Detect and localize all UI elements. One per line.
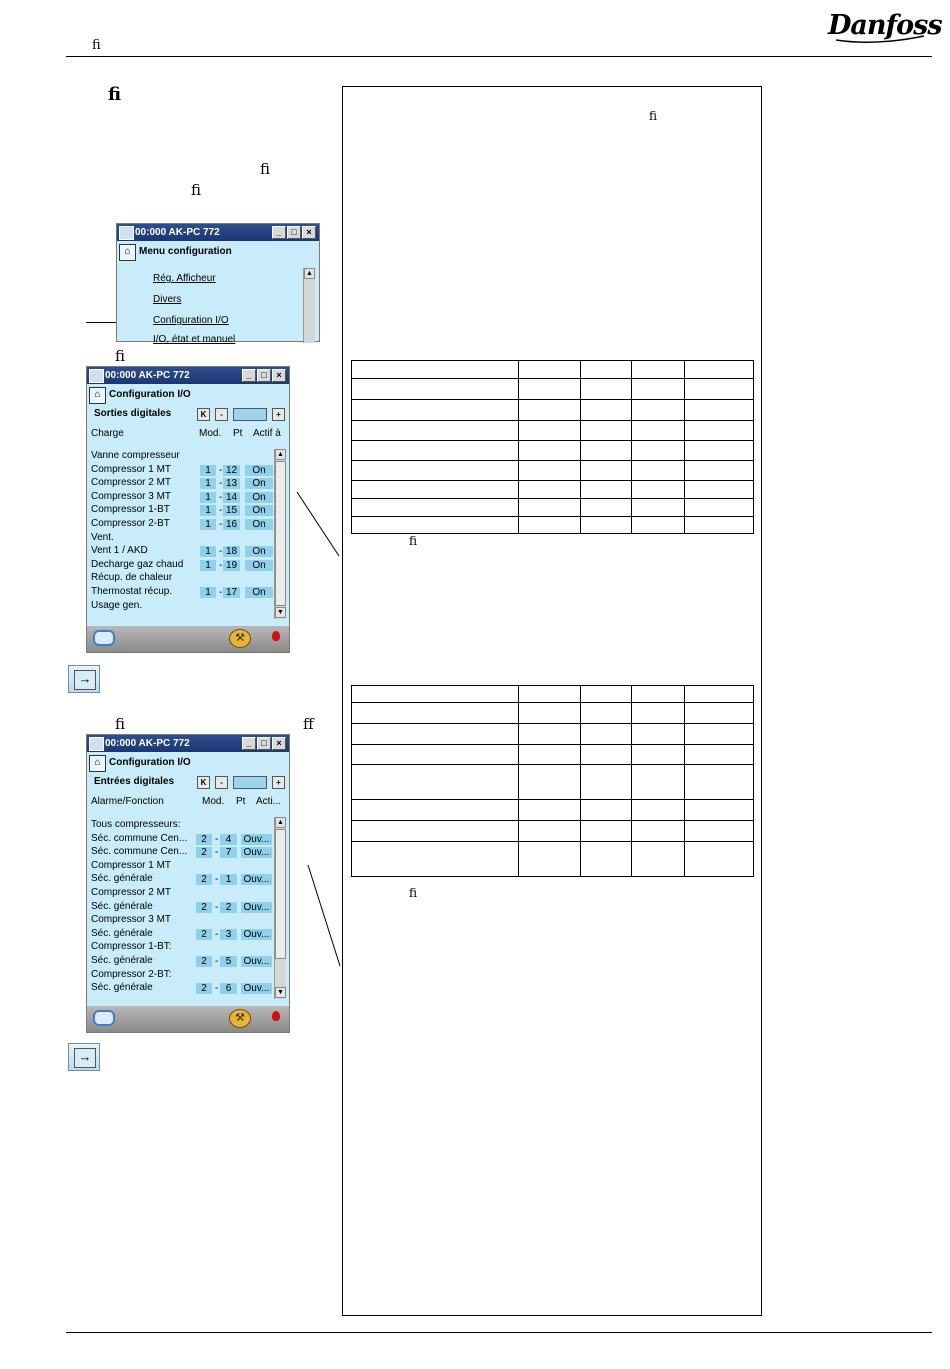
outputs-window-title: 00:000 AK-PC 772 [105, 370, 190, 381]
close-button[interactable]: × [302, 226, 316, 239]
close-button[interactable]: × [272, 369, 286, 382]
group-label: Compressor 1-BT: [91, 941, 172, 953]
module-number[interactable]: 1 [200, 546, 216, 557]
scroll-up-icon[interactable]: ▲ [304, 268, 315, 279]
point-number[interactable]: 7 [220, 847, 237, 858]
point-number[interactable]: 2 [220, 902, 237, 913]
table-row [352, 745, 754, 765]
inputs-table [351, 685, 754, 877]
point-number[interactable]: 1 [220, 874, 237, 885]
separator: - [215, 983, 219, 995]
table-row [352, 361, 754, 379]
separator: - [219, 491, 223, 503]
col-header-charge: Charge [91, 428, 124, 439]
scroll-down-icon[interactable]: ▼ [275, 987, 286, 998]
module-number[interactable]: 1 [200, 505, 216, 516]
header-rule [66, 56, 932, 57]
active-state[interactable]: Ouv... [241, 874, 272, 885]
point-number[interactable]: 19 [223, 560, 240, 571]
leader-line-1 [295, 490, 345, 560]
maximize-button[interactable]: □ [257, 369, 271, 382]
scroll-thumb[interactable] [275, 461, 286, 606]
table-row [352, 517, 754, 534]
next-page-button[interactable]: + [272, 408, 285, 421]
menu-item-reg-afficheur[interactable]: Rég. Afficheur [153, 273, 216, 284]
menu-heading: Menu configuration [139, 246, 232, 257]
close-button[interactable]: × [272, 737, 286, 750]
inputs-footer [87, 1006, 289, 1032]
separator: - [215, 956, 219, 967]
point-number[interactable]: 13 [223, 478, 240, 489]
table-row [352, 499, 754, 517]
minimize-button[interactable]: _ [242, 737, 256, 750]
menu-window-title: 00:000 AK-PC 772 [135, 227, 220, 238]
table-row [352, 421, 754, 441]
list-item-label: Séc. générale [91, 900, 153, 912]
table-row [352, 400, 754, 421]
outputs-section-bar [88, 406, 285, 422]
enter-arrow-icon: → [74, 1048, 96, 1068]
list-item-label: Séc. générale [91, 927, 153, 939]
separator: - [219, 519, 223, 530]
prev-page-button[interactable]: - [215, 776, 228, 789]
table-row [352, 461, 754, 481]
col-header-pt: Pt [236, 796, 246, 807]
table-row [352, 441, 754, 461]
intro-glyph-1: ﬁ [260, 160, 271, 178]
list-item-label: Séc. commune Cen... [91, 846, 188, 858]
menu-item-io-etat[interactable]: I/O, état et manuel [153, 334, 236, 345]
table-row [352, 379, 754, 400]
point-number[interactable]: 4 [220, 834, 237, 845]
enter-button-1[interactable] [68, 665, 100, 693]
outputs-footer [87, 626, 289, 652]
table-row [352, 821, 754, 842]
inputs-section-bar [88, 774, 285, 790]
group-label: Tous compresseurs: [91, 819, 181, 830]
box-glyph-top: ﬁ [649, 109, 658, 123]
group-label: Vent. [91, 531, 114, 543]
section-heading: ﬁ [108, 84, 122, 105]
table-row [352, 481, 754, 499]
point-number[interactable]: 18 [223, 546, 240, 557]
active-state[interactable]: On [245, 546, 273, 557]
list-item-label: Séc. générale [91, 873, 153, 885]
col-header-actif: Actif à [253, 428, 281, 439]
active-state[interactable]: Ouv... [241, 902, 272, 913]
table-row [352, 686, 754, 703]
separator: - [215, 928, 219, 940]
scroll-up-icon[interactable]: ▲ [275, 449, 286, 460]
minimize-button[interactable]: _ [242, 369, 256, 382]
menu-window-titlebar [117, 224, 319, 241]
home-icon[interactable]: ⌂ [89, 755, 106, 772]
svg-text:Danfoss: Danfoss [828, 10, 942, 41]
running-header: ﬁ [92, 38, 101, 53]
alarm-icon[interactable] [272, 1011, 280, 1021]
point-number[interactable]: 3 [220, 929, 237, 940]
table-row [352, 800, 754, 821]
module-number[interactable]: 1 [200, 587, 216, 598]
outputs-heading: Configuration I/O [109, 389, 191, 400]
active-state[interactable]: On [245, 519, 273, 530]
menu-scrollbar[interactable] [303, 268, 315, 343]
alarm-icon[interactable] [272, 631, 280, 641]
maximize-button[interactable]: □ [287, 226, 301, 239]
group-label: Récup. de chaleur [91, 572, 173, 584]
enter-arrow-icon: → [74, 670, 96, 690]
menu-item-configuration-io[interactable]: Configuration I/O [153, 315, 229, 326]
module-number[interactable]: 2 [196, 834, 212, 845]
inputs-scrollbar[interactable] [274, 817, 286, 999]
next-page-button[interactable]: + [272, 776, 285, 789]
active-state[interactable]: Ouv... [241, 956, 272, 967]
wrench-icon[interactable]: ⚒ [229, 629, 251, 648]
separator: - [219, 546, 223, 558]
point-number[interactable]: 5 [220, 956, 237, 967]
module-number[interactable]: 2 [196, 956, 212, 967]
active-state[interactable]: On [245, 587, 273, 598]
group-label: Compressor 2-BT: [91, 968, 172, 980]
module-number[interactable]: 1 [200, 478, 216, 489]
list-item-label: Compressor 1 MT [91, 463, 172, 475]
separator: - [219, 559, 223, 571]
outputs-section-label: Sorties digitales [94, 408, 172, 419]
table-row [352, 765, 754, 800]
list-item-label: Séc. générale [91, 982, 153, 994]
inputs-heading-row [89, 754, 191, 772]
app-icon [119, 226, 134, 240]
list-item-label: Compressor 2 MT [91, 477, 172, 489]
menu-heading-row [119, 243, 232, 261]
separator: - [219, 505, 223, 517]
point-number[interactable]: 17 [223, 587, 240, 598]
outputs-window-titlebar [87, 367, 289, 384]
table-row [352, 724, 754, 745]
point-number[interactable]: 14 [223, 492, 240, 503]
active-state[interactable]: On [245, 478, 273, 489]
separator: - [215, 847, 219, 859]
separator: - [219, 587, 223, 598]
module-number[interactable]: 2 [196, 847, 212, 858]
leader-line-2 [305, 862, 345, 972]
screen2-caption: ﬁ [115, 347, 126, 365]
tool-icon[interactable] [93, 1010, 115, 1026]
first-page-button[interactable]: K [197, 776, 210, 789]
active-state[interactable]: On [245, 492, 273, 503]
separator: - [215, 901, 219, 913]
inputs-section-label: Entrées digitales [94, 776, 175, 787]
danfoss-logo [826, 6, 942, 46]
list-item-label: Compressor 2-BT [91, 518, 170, 529]
col-header-pt: Pt [233, 428, 243, 439]
page-position-slider[interactable] [233, 776, 267, 789]
app-icon [89, 369, 104, 383]
active-state[interactable]: Ouv... [241, 847, 272, 858]
separator: - [219, 464, 223, 476]
wrench-icon[interactable]: ⚒ [229, 1009, 251, 1028]
module-number[interactable]: 2 [196, 874, 212, 885]
group-label: Compressor 1 MT [91, 859, 172, 871]
separator: - [219, 478, 223, 490]
outputs-table [351, 360, 754, 534]
active-state[interactable]: Ouv... [241, 834, 272, 845]
prev-page-button[interactable]: - [215, 408, 228, 421]
list-item-label: Vent 1 / AKD [91, 545, 148, 557]
enter-button-2[interactable] [68, 1043, 100, 1071]
group-label: Vanne compresseur [91, 450, 180, 461]
outputs-scrollbar[interactable] [274, 449, 286, 619]
point-number[interactable]: 12 [223, 465, 240, 476]
outputs-heading-row [89, 386, 191, 404]
table1-caption: ﬁ [409, 534, 418, 548]
footer-rule [66, 1332, 932, 1333]
group-label: Compressor 3 MT [91, 914, 172, 926]
module-number[interactable]: 2 [196, 983, 212, 994]
minimize-button[interactable]: _ [272, 226, 286, 239]
point-number[interactable]: 6 [220, 983, 237, 994]
active-state[interactable]: Ouv... [241, 929, 272, 940]
inputs-window [86, 734, 290, 1033]
col-header-alarme: Alarme/Fonction [91, 796, 164, 807]
col-header-mod: Mod. [199, 428, 222, 439]
table2-caption: ﬁ [409, 886, 418, 900]
inputs-window-titlebar [87, 735, 289, 752]
screen3-caption-right: ﬀ [303, 715, 314, 733]
list-item-label: Séc. commune Cen... [91, 832, 188, 844]
page-position-slider[interactable] [233, 408, 267, 421]
module-number[interactable]: 1 [200, 560, 216, 571]
list-item-label: Thermostat récup. [91, 586, 173, 597]
screen3-caption-left: ﬁ [115, 715, 126, 733]
active-state[interactable]: Ouv... [241, 983, 272, 994]
group-label: Compressor 2 MT [91, 887, 172, 898]
list-item-label: Compressor 3 MT [91, 490, 172, 502]
point-number[interactable]: 16 [223, 519, 240, 530]
separator: - [215, 874, 219, 886]
tool-icon[interactable] [93, 630, 115, 646]
scroll-up-icon[interactable]: ▲ [275, 817, 286, 828]
group-label: Usage gen. [91, 599, 143, 611]
list-item-label: Séc. générale [91, 955, 153, 966]
table-row [352, 703, 754, 724]
list-item-label: Compressor 1-BT [91, 504, 170, 516]
module-number[interactable]: 2 [196, 929, 212, 940]
home-icon[interactable]: ⌂ [89, 387, 106, 404]
module-number[interactable]: 1 [200, 519, 216, 530]
inputs-heading: Configuration I/O [109, 757, 191, 768]
intro-glyph-2: ﬁ [191, 181, 202, 199]
app-icon [89, 737, 104, 751]
scroll-down-icon[interactable]: ▼ [275, 607, 286, 618]
module-number[interactable]: 1 [200, 492, 216, 503]
outputs-window [86, 366, 290, 653]
point-number[interactable]: 15 [223, 505, 240, 516]
active-state[interactable]: On [245, 465, 273, 476]
module-number[interactable]: 2 [196, 902, 212, 913]
scroll-thumb[interactable] [275, 829, 286, 959]
menu-item-divers[interactable]: Divers [153, 294, 182, 305]
first-page-button[interactable]: K [197, 408, 210, 421]
maximize-button[interactable]: □ [257, 737, 271, 750]
home-icon[interactable]: ⌂ [119, 244, 136, 261]
col-header-mod: Mod. [202, 796, 225, 807]
list-item-label: Decharge gaz chaud [91, 558, 184, 570]
active-state[interactable]: On [245, 505, 273, 516]
inputs-window-title: 00:000 AK-PC 772 [105, 738, 190, 749]
table-row [352, 842, 754, 877]
separator: - [215, 833, 219, 845]
active-state[interactable]: On [245, 560, 273, 571]
module-number[interactable]: 1 [200, 465, 216, 476]
col-header-actif: Acti... [256, 796, 282, 807]
menu-config-window [116, 223, 320, 345]
